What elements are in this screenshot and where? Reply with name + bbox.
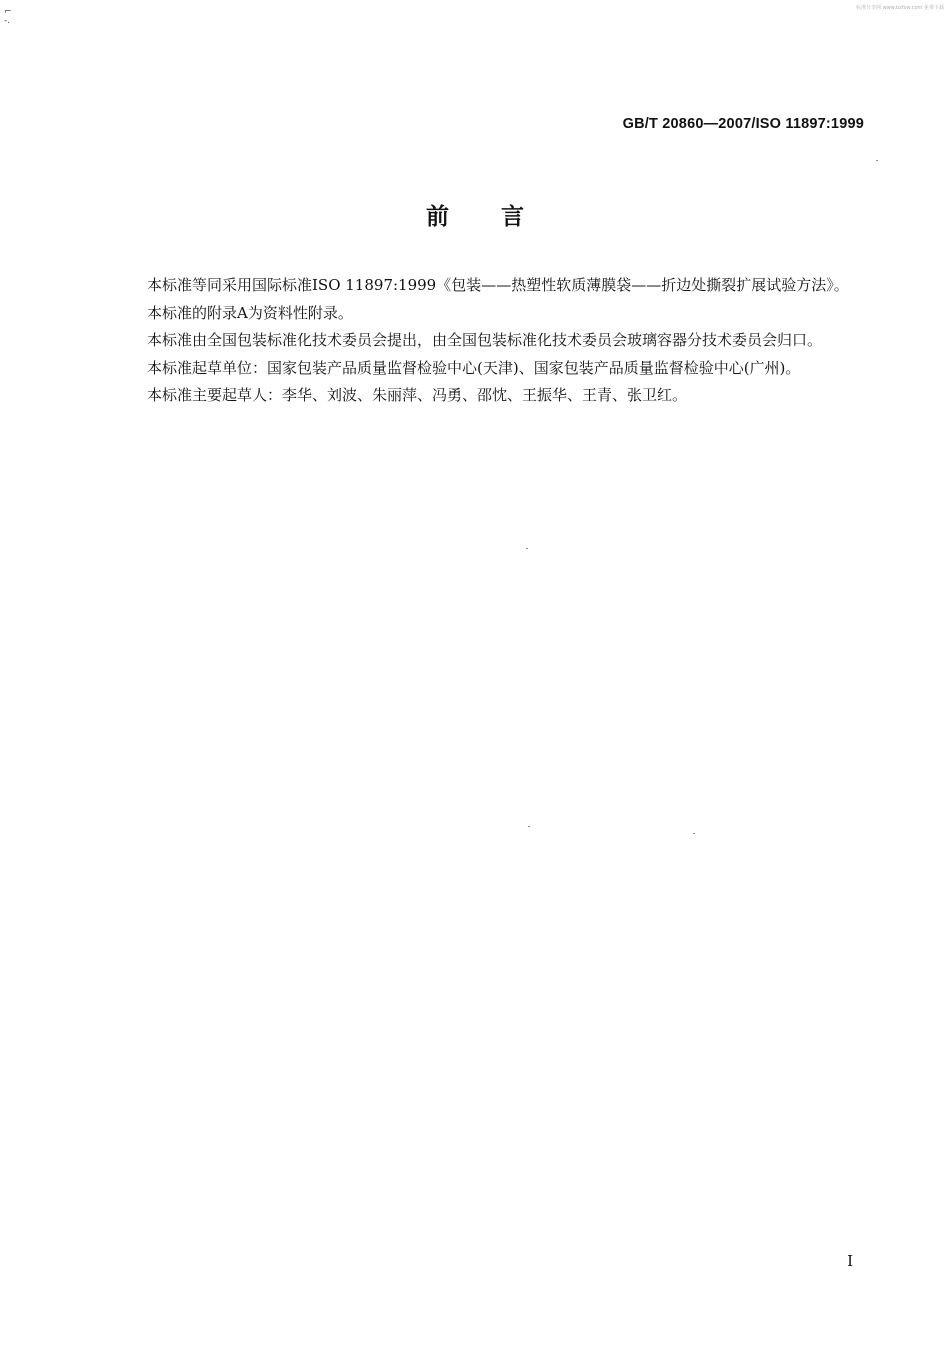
scan-speck [528,826,530,827]
paragraph-drafters: 本标准主要起草人：李华、刘波、朱丽萍、冯勇、邵忱、王振华、王青、张卫红。 [147,386,688,404]
scan-speck [693,833,695,834]
paragraph-drafting-units: 本标准起草单位：国家包装产品质量监督检验中心(天津)、国家包装产品质量监督检验中心(广州)。 [147,358,801,377]
paragraph-proposer: 本标准由全国包装标准化技术委员会提出，由全国包装标准化技术委员会玻璃容器分技术委员会归口。 [147,331,823,349]
page-title: 前言 [426,204,576,230]
paragraph-annex: 本标准的附录A为资料性附录。 [147,303,353,322]
scan-speck [526,548,528,549]
scan-speck [876,160,878,161]
page-number: I [847,1252,853,1270]
standard-code: GB/T 20860—2007/ISO 11897:1999 [622,116,864,132]
paragraph-adoption: 本标准等同采用国际标准ISO 11897:1999《包装——热塑性软质薄膜袋——折边处撕裂扩展试验方法》。 [147,276,849,294]
document-body [117,272,865,410]
watermark-text: 标准分享网 www.bzfxw.com 免费下载 [856,5,944,11]
scan-corner-mark: ⌐ ‐. [4,7,12,26]
